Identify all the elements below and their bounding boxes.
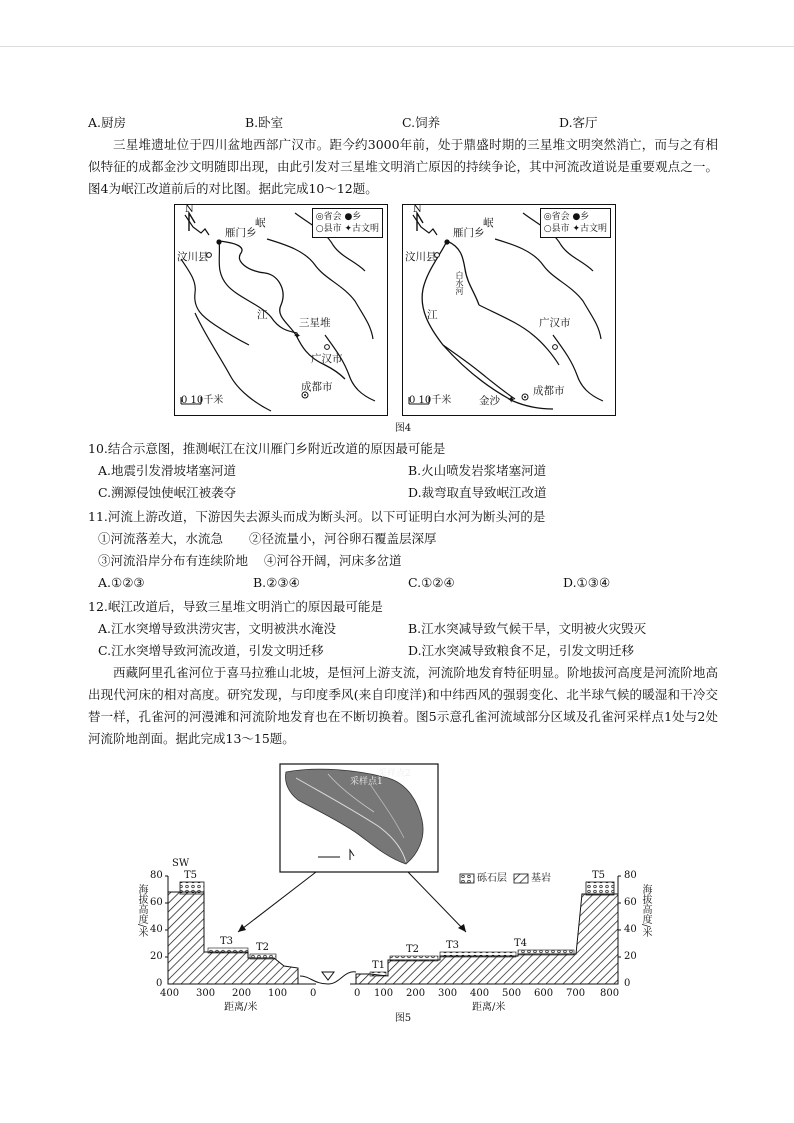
terrace-right-t2: T2 <box>406 944 420 955</box>
label-wenchuan: 汶川县 <box>405 251 437 263</box>
y-tick-left-60: 60 <box>150 897 163 908</box>
terrace-left-t2: T2 <box>256 942 270 953</box>
north-label: N <box>413 204 422 215</box>
y-tick-left-0: 0 <box>156 978 163 989</box>
y-tick-right-20: 20 <box>624 951 637 962</box>
x-tick-right-200: 200 <box>406 988 426 999</box>
q12-option-b[interactable]: B.江水突减导致气候干旱，文明被火灾毁灭 <box>408 621 647 636</box>
x-tick-right-300: 300 <box>438 988 458 999</box>
jinsha-marker: ✦ <box>507 395 516 406</box>
label-scale: 0 10千米 <box>409 395 452 406</box>
q11-item-4: ④河谷开阔，河床多岔道 <box>263 553 402 568</box>
x-tick-right-800: 800 <box>600 988 620 999</box>
q12-stem: 12.岷江改道后，导致三星堆文明消亡的原因最可能是 <box>88 599 383 614</box>
y-label-right: 海拔高度/米 <box>640 884 651 938</box>
q11-item-3: ③河流沿岸分布有连续阶地 <box>98 553 249 568</box>
q10-option-c[interactable]: C.溯源侵蚀使岷江被袭夺 <box>98 485 237 500</box>
right-t1-gravel <box>370 972 386 976</box>
figure-5-caption: 图5 <box>394 1013 412 1024</box>
q9-option-b[interactable]: B.卧室 <box>245 115 284 130</box>
x-tick-left-300: 300 <box>196 988 216 999</box>
label-chengdu: 成都市 <box>533 385 565 397</box>
q12-option-c[interactable]: C.江水突增导致河流改道，引发文明迁移 <box>98 643 324 658</box>
q9-option-a[interactable]: A.厨房 <box>88 115 127 130</box>
y-tick-right-60: 60 <box>624 897 637 908</box>
y-tick-left-40: 40 <box>150 924 163 935</box>
x-tick-right-400: 400 <box>470 988 490 999</box>
question-12 <box>88 596 718 662</box>
right-bedrock <box>356 894 618 984</box>
x-tick-left-100: 100 <box>268 988 288 999</box>
left-t2-gravel <box>250 954 276 959</box>
label-jiang: 江 <box>257 309 268 321</box>
y-tick-right-80: 80 <box>624 870 637 881</box>
label-yanmen: 雁门乡 <box>225 227 257 239</box>
label-jinsha: 金沙 <box>479 395 500 407</box>
y-label-left: 海拔高度/米 <box>136 884 147 938</box>
arrow-right <box>408 872 466 932</box>
river-branch <box>181 259 249 345</box>
x-tick-right-600: 600 <box>534 988 554 999</box>
passage-kongque: 西藏阿里孔雀河位于喜马拉雅山北坡，是恒河上游支流，河流阶地发育特征明显。阶地拔河高度是河流阶地高出现代河床的相对高度。研究发现，与印度季风(来自印度洋)和中纬西风的强弱变化、北半球气候的暖湿和干冷交替一样，孔雀河的河漫滩和河流阶地发育也在不断切换着。图5示意孔雀河流域部分区域及孔雀河采样点1处与2处河流阶地剖面。据此完成13～15题。 <box>88 665 718 746</box>
legend-bedrock-label: 基岩 <box>531 873 551 884</box>
water-level-marker <box>322 972 334 980</box>
terrace-left-t5: T5 <box>184 870 198 881</box>
label-yanmen: 雁门乡 <box>453 227 485 239</box>
figure-5 <box>88 754 718 1024</box>
label-sanxingdui: 三星堆 <box>299 317 331 329</box>
q10-option-b[interactable]: B.火山喷发岩浆堵塞河道 <box>408 463 547 478</box>
figure-4-caption: 图4 <box>394 423 412 434</box>
label-min: 岷 <box>255 217 266 229</box>
right-t3-gravel <box>440 952 516 957</box>
label-jiang: 江 <box>427 309 438 321</box>
page-top-rule <box>0 46 794 47</box>
yanmen-dot <box>216 239 221 244</box>
north-label: N <box>185 204 194 215</box>
legend-bedrock-swatch <box>514 874 528 883</box>
q9-option-d[interactable]: D.客厅 <box>559 115 598 130</box>
map-legend: ◎省会 ●乡 ○县市 ✦古文明 <box>540 208 611 238</box>
x-tick-left-0: 0 <box>310 988 317 999</box>
label-guanghan: 广汉市 <box>311 353 343 365</box>
guanghan-dot <box>325 345 330 350</box>
y-tick-left-20: 20 <box>150 951 163 962</box>
q11-option-c[interactable]: C.①②④ <box>408 575 455 590</box>
legend-gravel-swatch <box>460 874 474 883</box>
minjiang-river-new <box>422 241 553 409</box>
q9-option-c[interactable]: C.饲养 <box>402 115 441 130</box>
arrow-left <box>238 872 316 932</box>
terrace-right-t4: T4 <box>514 938 528 949</box>
right-t5-gravel <box>586 882 614 895</box>
q11-option-a[interactable]: A.①②③ <box>98 575 145 590</box>
label-guanghan: 广汉市 <box>539 317 571 329</box>
label-baishui: 白水河 <box>455 271 464 295</box>
terrace-right-t3: T3 <box>446 940 460 951</box>
q12-option-a[interactable]: A.江水突增导致洪涝灾害，文明被洪水淹没 <box>98 621 337 636</box>
y-tick-right-40: 40 <box>624 924 637 935</box>
passage-sanxingdui: 三星堆遗址位于四川盆地西部广汉市。距今约3000年前，处于鼎盛时期的三星堆文明突然消亡，而与之有相似特征的成都金沙文明随即出现，由此引发对三星堆文明消亡原因的持续争论，其中河流改道说是重要观点之一。图4为岷江改道前后的对比图。据此完成10～12题。 <box>88 137 718 196</box>
q10-option-a[interactable]: A.地震引发滑坡堵塞河道 <box>98 463 237 478</box>
terrace-right-t1: T1 <box>372 960 386 971</box>
q12-option-d[interactable]: D.江水突减导致粮食不足，引发文明迁移 <box>408 643 635 658</box>
x-tick-left-400: 400 <box>160 988 180 999</box>
question-10 <box>88 438 718 504</box>
label-chengdu: 成都市 <box>301 381 333 393</box>
q11-stem: 11.河流上游改道，下游因失去源头而成为断头河。以下可证明白水河为断头河的是 <box>88 509 546 524</box>
y-tick-right-0: 0 <box>624 978 631 989</box>
q10-option-d[interactable]: D.裁弯取直导致岷江改道 <box>408 485 547 500</box>
q11-item-2: ②径流量小，河谷卵石覆盖层深厚 <box>248 531 437 546</box>
x-label-left: 距离/米 <box>224 1002 258 1013</box>
label-site2: 采样点2 <box>378 769 411 779</box>
label-min: 岷 <box>483 217 494 229</box>
q11-option-b[interactable]: B.②③④ <box>253 575 300 590</box>
x-tick-left-200: 200 <box>232 988 252 999</box>
right-t4-gravel <box>518 950 574 955</box>
map-before <box>174 204 388 416</box>
label-scale: 0 10千米 <box>181 395 224 406</box>
y-tick-left-80: 80 <box>150 870 163 881</box>
q9-options <box>88 112 718 134</box>
exam-page <box>88 112 718 1024</box>
terrace-left-t3: T3 <box>220 936 234 947</box>
figure-4 <box>88 200 718 436</box>
map-legend: ◎省会 ●乡 ○县市 ✦古文明 <box>312 208 383 238</box>
label-sw: SW <box>172 858 190 869</box>
right-t2-gravel <box>390 956 438 961</box>
label-wenchuan: 汶川县 <box>177 251 209 263</box>
label-site1: 采样点1 <box>350 777 383 787</box>
legend-gravel-label: 砾石层 <box>477 873 507 884</box>
q10-stem: 10.结合示意图，推测岷江在汶川雁门乡附近改道的原因最可能是 <box>88 441 446 456</box>
sanxingdui-marker: ✦ <box>293 331 302 342</box>
x-tick-right-100: 100 <box>374 988 394 999</box>
x-label-right: 距离/米 <box>472 1002 506 1013</box>
map-after <box>402 204 616 416</box>
left-t3-gravel <box>208 948 248 953</box>
q11-item-1: ①河流落差大，水流急 <box>98 531 224 546</box>
x-tick-right-500: 500 <box>502 988 522 999</box>
q11-option-d[interactable]: D.①③④ <box>563 575 611 590</box>
question-11 <box>88 506 718 594</box>
terrace-right-t5: T5 <box>592 870 606 881</box>
x-tick-right-700: 700 <box>566 988 586 999</box>
x-tick-right-0: 0 <box>354 988 361 999</box>
left-t5-gravel <box>180 882 204 894</box>
